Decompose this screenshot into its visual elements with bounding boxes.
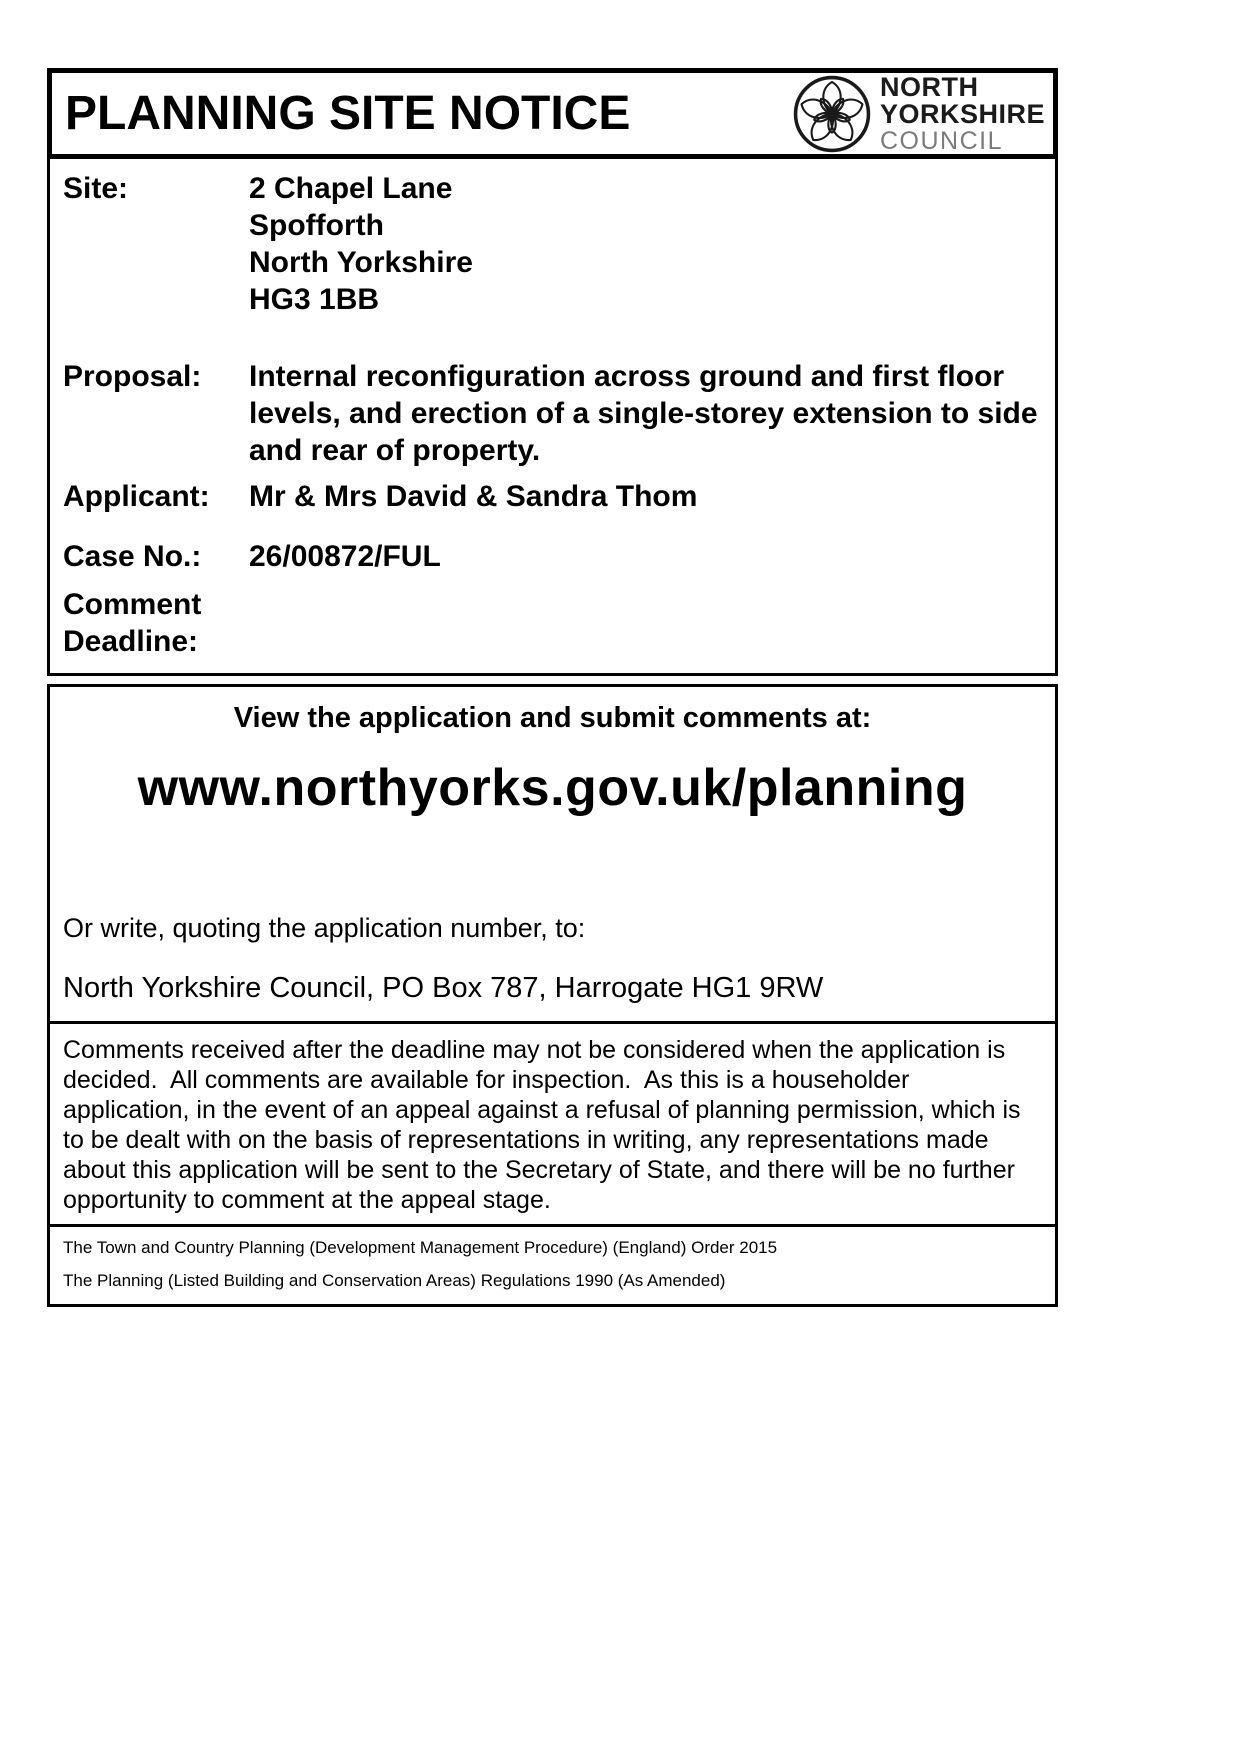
site-line: HG3 1BB [249,283,380,316]
logo-line-council: COUNCIL [879,126,1003,155]
applicant-value: Mr & Mrs David & Sandra Thom [249,480,698,513]
case-number-row [63,538,1042,575]
write-instruction: Or write, quoting the application number, to: [63,913,586,943]
site-row [63,170,1042,318]
page-title: PLANNING SITE NOTICE [65,87,631,140]
applicant-label: Applicant: [63,480,210,513]
case-number-value: 26/00872/FUL [249,540,441,573]
site-line: Spofforth [249,209,384,242]
site-line: North Yorkshire [249,246,473,279]
comments-notice: Comments received after the deadline may not be considered when the application is decided. All comments are available for inspection. As this is a householder application, in the event of an appeal against a refusal of planning permission, which is to be dealt with on the basis of representations in writing, any representations made about this application will be sent to the Secretary of State, and there will be no further opportunity to comment at the appeal stage. [50,1021,1055,1224]
comment-deadline-label: Comment Deadline: [63,588,202,658]
proposal-row [63,358,1042,469]
applicant-row [63,478,1042,515]
site-label: Site: [63,172,129,205]
yorkshire-rose-icon [792,74,872,154]
notice-header [47,68,1058,159]
council-postal-address: North Yorkshire Council, PO Box 787, Harrogate HG1 9RW [63,972,824,1004]
logo-line-yorkshire: YORKSHIRE [879,98,1045,129]
view-application-heading: View the application and submit comments at: [233,702,872,734]
submit-section [50,687,1055,1021]
proposal-value: Internal reconfiguration across ground and first floor levels, and erection of a single-storey extension to side and rear of property. [249,360,1038,467]
notice-document [47,68,1058,1307]
legislation-section [50,1224,1055,1304]
case-number-label: Case No.: [63,540,202,573]
comment-deadline-value [249,586,1042,660]
notice-body [47,684,1058,1307]
proposal-label: Proposal: [63,360,202,393]
council-logo [792,71,1045,155]
logo-line-north: NORTH [879,71,979,102]
legislation-regulations-1990: The Planning (Listed Building and Conservation Areas) Regulations 1990 (As Amended) [63,1271,726,1290]
application-details [47,159,1058,676]
council-logo-text [879,71,1045,155]
legislation-order-2015: The Town and Country Planning (Development Management Procedure) (England) Order 2015 [63,1238,778,1257]
site-value [249,170,1042,318]
planning-website-url: www.northyorks.gov.uk/planning [137,759,968,817]
site-line: 2 Chapel Lane [249,172,453,205]
comment-deadline-row [63,586,1042,660]
